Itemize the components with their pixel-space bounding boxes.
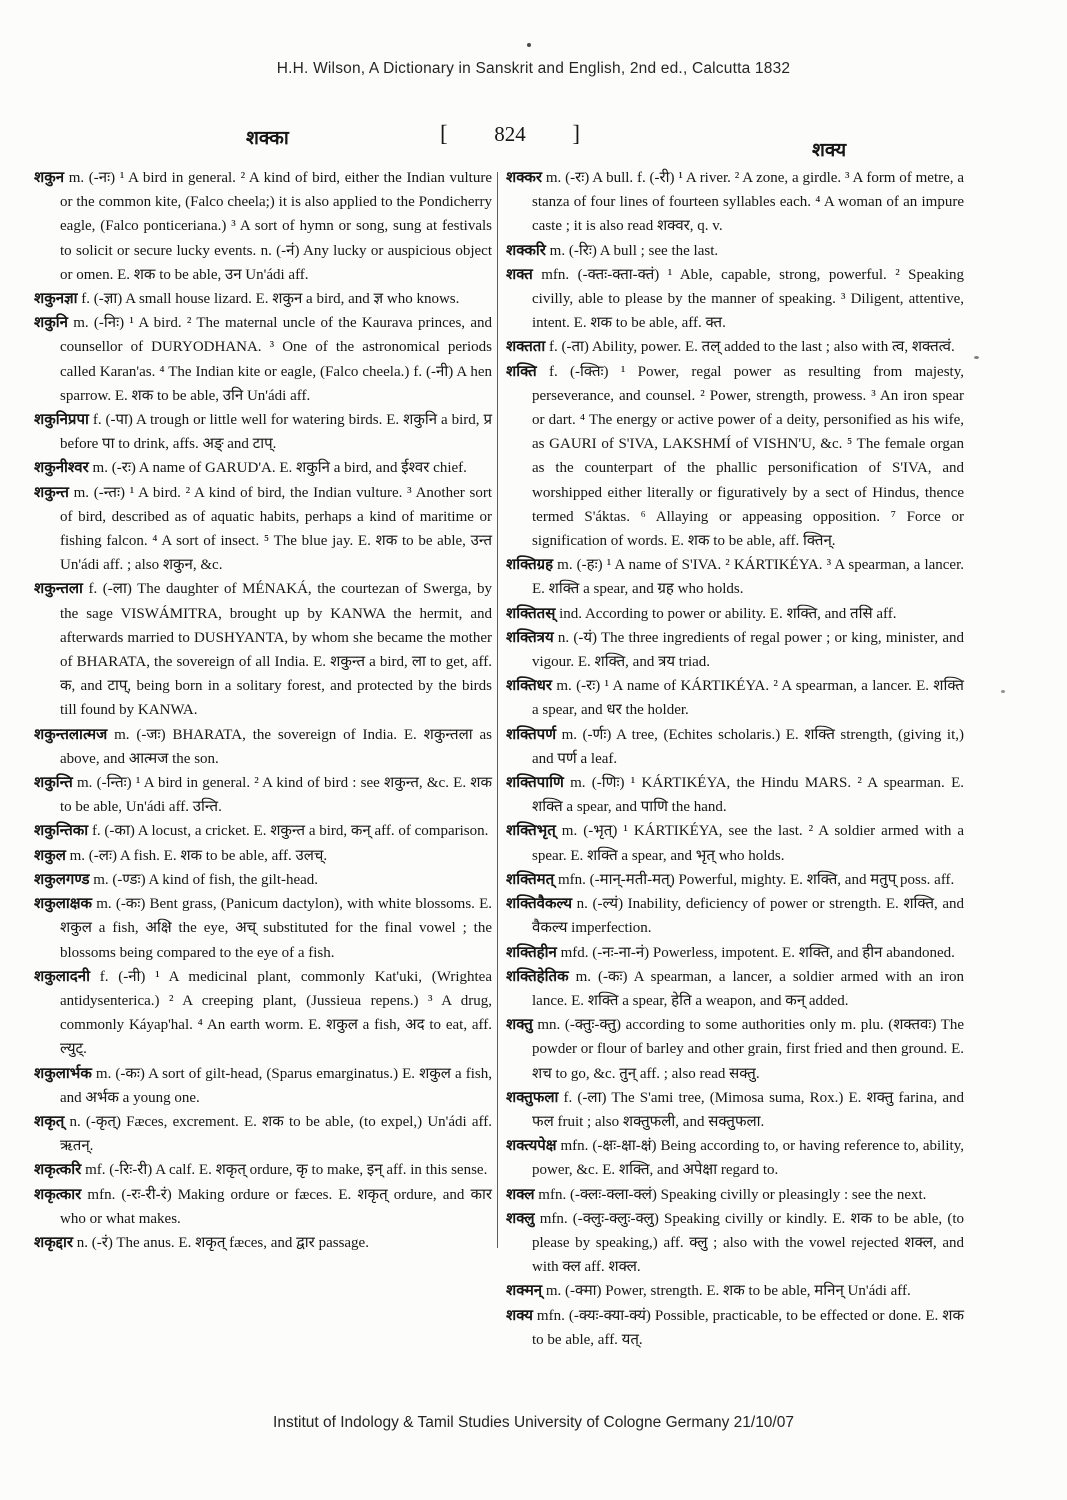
dict-entry	[506, 553, 964, 601]
entry-headword: शकुन्तलात्मज	[34, 726, 108, 743]
entry-body: m. (-रः) A name of GARUD'A. E. शकुनि a bird, and ईश्वर chief.	[88, 460, 467, 477]
column-divider-rule	[497, 172, 498, 1248]
entry-body: m. (-न्तिः) ¹ A bird in general. ² A kind of bird : see शकुन्त, &c. E. शक to be able, Un'ádi aff. उन्ति.	[60, 775, 492, 816]
entry-headword: शक्तिग्रह	[506, 557, 554, 574]
dictionary-column-right	[506, 166, 964, 1352]
entry-headword: शकुल	[34, 847, 66, 864]
entry-body: f. (-ज्ञा) A small house lizard. E. शकुन a bird, and ज्ञ who knows.	[77, 291, 460, 308]
dict-entry	[506, 1134, 964, 1182]
dict-entry	[506, 723, 964, 771]
entry-body: f. (-क्तिः) ¹ Power, regal power as resulting from majesty, perseverance, and counsel. ² Power, strength, prowess. ³ An iron spear or dart. ⁴ The energy or active power of a deity, personified as his wife, as GAURI of S'IVA, LAKSHMÍ of VISHN'U, &c. ⁵ The female organ as the counterpart of the phallic personification of S'IVA, and worshipped either literally or figuratively by a sect of Hindus, thence termed S'áktas. ⁶ Allaying or appeasing opposition. ⁷ Force or signification of words. E. शक to be able, aff. क्तिन्.	[532, 363, 964, 550]
entry-body: m. (-रिः) A bull ; see the last.	[545, 242, 719, 259]
entry-body: n. (-कृत्) Fæces, excrement. E. शक to be able, (to expel,) Un'ádi aff. ऋतन्.	[60, 1113, 492, 1155]
dictionary-column-left	[34, 166, 492, 1255]
dict-entry	[34, 965, 492, 1062]
entry-body: m. (-हः) ¹ A name of S'IVA. ² KÁRTIKÉYA. ³ A spearman, a lancer. E. शक्ति a spear, and ग्रह who holds.	[532, 557, 964, 598]
entry-headword: शकुनज्ञा	[34, 291, 78, 308]
entry-body: m. (-भृत्) ¹ KÁRTIKÉYA, see the last. ² A soldier armed with a spear. E. शक्ति a spear, and भृत् who holds.	[532, 823, 964, 864]
dict-entry	[34, 868, 492, 892]
entry-body: m. (-जः) BHARATA, the sovereign of India. E. शकुन्तला as above, and आत्मज the son.	[60, 726, 492, 767]
entry-body: ind. According to power or ability. E. शक्ति, and तसि aff.	[555, 605, 897, 622]
entry-headword: शक्तता	[506, 339, 546, 356]
dict-entry	[506, 1086, 964, 1134]
entry-headword: शक्मन्	[506, 1283, 543, 1300]
dict-entry	[506, 868, 964, 892]
dict-entry	[34, 723, 492, 771]
dict-entry	[34, 892, 492, 965]
entry-body: mfn. (-मान्-मती-मत्) Powerful, mighty. E. शक्ति, and मतुप् poss. aff.	[554, 871, 955, 888]
entry-headword: शकुनि	[34, 315, 68, 332]
dict-entry	[506, 941, 964, 965]
entry-headword: शक्ल	[506, 1186, 535, 1203]
scan-speck	[527, 43, 531, 47]
scan-annotation-header: H.H. Wilson, A Dictionary in Sanskrit and English, 2nd ed., Calcutta 1832	[276, 60, 791, 77]
scan-speck	[974, 356, 979, 359]
page-number-bracket-right: ]	[572, 121, 580, 146]
dict-entry	[506, 1207, 964, 1280]
entry-body: f. (-ता) Ability, power. E. तल् added to the last ; also with त्व, शक्तत्वं.	[545, 339, 955, 356]
entry-headword: शक्कर	[506, 170, 543, 186]
entry-body: f. (-पा) A trough or little well for watering birds. E. शकुनि a bird, प्र before पा to drink, affs. अङ् and टाप्.	[60, 412, 492, 453]
scan-speck	[1001, 690, 1005, 693]
entry-body: mn. (-क्तुः-क्तु) according to some authorities only m. plu. (शक्तवः) The powder or flour of barley and other grain, first fried and then ground. E. शच to go, &c. तुन् aff. ; also read सक्तु.	[532, 1017, 964, 1082]
entry-headword: शकुलादनी	[34, 968, 90, 985]
entry-headword: शक्तित्रय	[506, 629, 554, 646]
dict-entry	[34, 456, 492, 480]
dict-entry	[506, 771, 964, 819]
entry-body: m. (-न्तः) ¹ A bird. ² A kind of bird, the Indian vulture. ³ Another sort of bird, described as of aquatic habits, perhaps a kind of maritime or fishing falcon. ⁴ A sort of insect. ⁵ The blue jay. E. शक to be able, उन्त Un'ádi aff. ; also शकुन, &c.	[60, 484, 492, 574]
entry-body: m. (-णिः) ¹ KÁRTIKÉYA, the Hindu MARS. ² A spearman. E. शक्ति a spear, and पाणि the hand.	[532, 775, 964, 816]
dict-entry	[34, 1183, 492, 1231]
entry-body: m. (-लः) A fish. E. शक to be able, aff. उलच्.	[65, 847, 328, 864]
dict-entry	[506, 1279, 964, 1303]
dict-entry	[34, 844, 492, 868]
dict-entry	[506, 892, 964, 940]
entry-headword: शक्तितस्	[506, 605, 556, 622]
entry-headword: शकृत्कार	[34, 1186, 82, 1203]
entry-body: mfd. (-नः-ना-नं) Powerless, impotent. E. शक्ति, and हीन abandoned.	[556, 944, 955, 961]
entry-body: mfn. (-क्लः-क्ला-क्लं) Speaking civilly or pleasingly : see the next.	[534, 1186, 927, 1203]
entry-headword: शक्तु	[506, 1017, 533, 1034]
dict-entry	[506, 166, 964, 239]
entry-headword: शक्करि	[506, 242, 546, 259]
entry-body: f. (-नी) ¹ A medicinal plant, commonly Kat'uki, (Wrightea antidysenterica.) ² A creeping plant, (Jussieua repens.) ³ A drug, commonly Káyap'hal. ⁴ An earth worm. E. शकुल a fish, अद to eat, aff. ल्युट्.	[60, 968, 492, 1058]
entry-body: n. (-यं) The three ingredients of regal power ; or king, minister, and vigour. E. शक्ति, and त्रय triad.	[532, 629, 964, 671]
entry-headword: शकुलाक्षक	[34, 896, 93, 913]
dict-entry	[34, 1158, 492, 1182]
entry-body: m. (-कः) Bent grass, (Panicum dactylon), with white blossoms. E. शकुल a fish, अक्षि the eye, अच् substituted for the final vowel ; the blossoms being compared to the eye of a fish.	[60, 896, 492, 961]
dict-entry	[506, 819, 964, 867]
entry-headword: शकृत्	[34, 1113, 65, 1130]
dict-entry	[506, 239, 964, 263]
entry-headword: शकुन्त	[34, 484, 69, 501]
entry-body: f. (-ला) The S'ami tree, (Mimosa suma, Rox.) E. शक्तु farina, and फल fruit ; also शक्तुफली, and सक्तुफला.	[532, 1089, 964, 1130]
dict-entry	[506, 674, 964, 722]
dict-entry	[34, 819, 492, 843]
entry-headword: शकुनिप्रपा	[34, 412, 89, 429]
dict-entry	[34, 1110, 492, 1158]
entry-headword: शक्तिहीन	[506, 944, 557, 961]
dict-entry	[506, 1304, 964, 1352]
entry-headword: शक्त	[506, 266, 533, 283]
page-number-bracket-left: [	[440, 121, 448, 146]
dict-entry	[34, 311, 492, 408]
dict-entry	[506, 965, 964, 1013]
entry-headword: शक्त्यपेक्ष	[506, 1138, 557, 1155]
dict-entry	[34, 1231, 492, 1255]
entry-headword: शकुन	[34, 170, 65, 186]
entry-body: m. (-र्णः) A tree, (Echites scholaris.) E. शक्ति strength, (giving it,) and पर्ण a leaf.	[532, 726, 964, 767]
guide-word-left: शक्का	[246, 128, 289, 149]
dict-entry	[506, 360, 964, 554]
entry-body: f. (-का) A locust, a cricket. E. शकुन्त a bird, कन् aff. of comparison.	[88, 823, 489, 840]
entry-headword: शकुन्ति	[34, 775, 73, 792]
entry-body: m. (-रः) ¹ A name of KÁRTIKÉYA. ² A spearman, a lancer. E. शक्ति a spear, and धर the holder.	[532, 678, 964, 719]
entry-body: mfn. (-क्षः-क्षा-क्षं) Being according to, or having reference to, ability, power, &c. E. शक्ति, and अपेक्षा regard to.	[532, 1138, 964, 1179]
entry-body: m. (-कः) A sort of gilt-head, (Sparus emarginatus.) E. शकुल a fish, and अर्भक a young one.	[60, 1065, 492, 1106]
entry-body: mfn. (-क्यः-क्या-क्यं) Possible, practicable, to be effected or done. E. शक to be able, aff. यत्.	[532, 1307, 964, 1348]
entry-body: mf. (-रिः-री) A calf. E. शकृत् ordure, कृ to make, इन् aff. in this sense.	[81, 1162, 488, 1179]
entry-headword: शक्तुफला	[506, 1089, 559, 1106]
entry-headword: शकुन्तिका	[34, 823, 89, 840]
entry-body: n. (-ल्यं) Inability, deficiency of power or strength. E. शक्ति, and वैकल्य imperfection.	[532, 896, 964, 937]
dict-entry	[506, 335, 964, 359]
dict-entry	[506, 602, 964, 626]
entry-headword: शक्लु	[506, 1210, 535, 1227]
entry-body: m. (-कः) A spearman, a lancer, a soldier armed with an iron lance. E. शक्ति a spear, हेति a weapon, and कन् added.	[532, 968, 964, 1009]
entry-headword: शकुन्तला	[34, 581, 83, 598]
entry-headword: शकुलार्भक	[34, 1065, 92, 1082]
dict-entry	[34, 408, 492, 456]
entry-headword: शक्तिपर्ण	[506, 726, 557, 743]
entry-headword: शक्तिपाणि	[506, 775, 564, 792]
dict-entry	[34, 166, 492, 287]
entry-headword: शकुनीश्वर	[34, 460, 89, 477]
entry-headword: शकृद्दार	[34, 1234, 74, 1251]
entry-body: m. (-रः) A bull. f. (-री) ¹ A river. ² A zone, a girdle. ³ A form of metre, a stanza of four lines of fourteen syllables each. ⁴ A woman of an impure caste ; it is also read शक्वर, q. v.	[532, 170, 964, 235]
entry-body: n. (-रं) The anus. E. शकृत् fæces, and द्वार passage.	[73, 1234, 369, 1251]
entry-headword: शकुलगण्ड	[34, 871, 90, 888]
guide-word-right: शक्य	[812, 140, 847, 161]
entry-headword: शक्तिमत्	[506, 871, 555, 888]
page-number	[440, 121, 580, 147]
scan-annotation-footer: Institut of Indology & Tamil Studies University of Cologne Germany 21/10/07	[273, 1414, 794, 1431]
entry-body: mfn. (-क्लुः-क्लुः-क्लु) Speaking civilly or kindly. E. शक to be able, (to please by speaking,) aff. क्लु ; also with the vowel rejected शक्ल, and with क्ल aff. शक्ल.	[532, 1210, 964, 1276]
entry-body: m. (-ण्डः) A kind of fish, the gilt-head.	[89, 871, 319, 888]
entry-headword: शक्तिहेतिक	[506, 968, 569, 985]
entry-body: m. (-निः) ¹ A bird. ² The maternal uncle of the Kaurava princes, and counsellor of DURYODHANA. ³ One of the astronomical periods called Karan'as. ⁴ The Indian kite or eagle, (Falco cheela.) f. (-नी) A hen sparrow. E. शक to be able, उनि Un'ádi aff.	[60, 315, 492, 404]
entry-body: mfn. (-क्तः-क्ता-क्तं) ¹ Able, capable, strong, powerful. ² Speaking civilly, able to please by the manner of speaking. ³ Diligent, attentive, intent. E. शक to be able, aff. क्त.	[532, 266, 964, 332]
dict-entry	[34, 771, 492, 819]
entry-body: f. (-ला) The daughter of MÉNAKÁ, the courtezan of Swerga, by the sage VISWÁMITRA, brought up by KANWA the hermit, and afterwards married to DUSHYANTA, by whom she became the mother of BHARATA, the sovereign of all India. E. शकुन्त a bird, ला to get, aff. क, and टाप्, being born in a solitary forest, and protected by the birds till found by KANWA.	[60, 581, 492, 719]
entry-body: m. (-नः) ¹ A bird in general. ² A kind of bird, either the Indian vulture or the common kite, (Falco cheela;) it is also applied to the Pondicherry eagle, (Falco ponticeriana.) ³ A sort of hymn or song, sung at festivals to solicit or secure lucky events. n. (-नं) Any lucky or auspicious object or omen. E. शक to be able, उन Un'ádi aff.	[60, 170, 492, 283]
dict-entry	[34, 577, 492, 722]
dict-entry	[506, 1183, 964, 1207]
entry-headword: शक्तिभृत्	[506, 823, 556, 840]
dict-entry	[506, 263, 964, 336]
dict-entry	[34, 287, 492, 311]
entry-headword: शक्ति	[506, 363, 537, 380]
entry-headword: शक्तिवैकल्य	[506, 896, 573, 913]
entry-body: m. (-क्मा) Power, strength. E. शक to be able, मनिन् Un'ádi aff.	[542, 1283, 911, 1300]
entry-headword: शकृत्करि	[34, 1162, 82, 1179]
dict-entry	[34, 1062, 492, 1110]
entry-body: mfn. (-रः-री-रं) Making ordure or fæces. E. शकृत् ordure, and कार who or what makes.	[60, 1186, 492, 1227]
entry-headword: शक्तिधर	[506, 678, 553, 695]
page-number-value: 824	[494, 121, 526, 146]
dict-entry	[506, 626, 964, 674]
entry-headword: शक्य	[506, 1307, 533, 1324]
dict-entry	[506, 1013, 964, 1086]
dict-entry	[34, 481, 492, 578]
